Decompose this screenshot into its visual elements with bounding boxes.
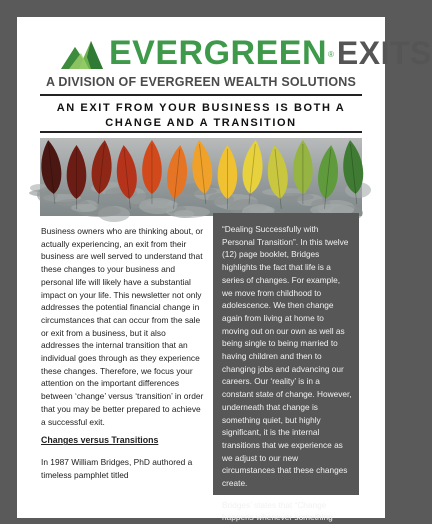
right-paragraph-1: “Dealing Successfully with Personal Transition”. In this twelve (12) page booklet, Bridges highlights the fact that life is a series of changes. For example, we move from childhood to adolescence. We then change again from living at home to moving out on our own as well as being single to being married to having children and then to changing jobs and advancing our careers. Our ‘reality’ is in a constant state of change. However, underneath that change is something quiet, but highly significant, it is the internal transitions that we experience as we adjust to our new circumstances that these changes create. xyxy=(222,224,352,489)
stone-texture xyxy=(139,198,177,214)
newsletter-page xyxy=(17,17,432,523)
intro-paragraph: Business owners who are thinking about, or actually experiencing, an exit from their business are well served to understand that these changes to your business and personal life will likely have a substantial impact on your life. This newsletter not only addresses the potential financial change in circumstances that can occur from the sale or exit from a business, but it also addresses the internal transition that an individual goes through as they experience these changes. Therefore, we focus your attention on the important differences between ‘change’ versus ‘transition’ in order that you may be better prepared to achieve a successful exit. xyxy=(41,226,204,427)
left-column xyxy=(41,225,204,481)
stone-texture xyxy=(71,204,97,212)
division-tagline: A DIVISION OF EVERGREEN WEALTH SOLUTIONS xyxy=(45,75,357,89)
headline-rule-top xyxy=(40,94,362,96)
stone-texture xyxy=(174,210,194,218)
logo xyxy=(59,31,432,75)
brand-suffix: EXITS xyxy=(336,35,432,71)
headline: AN EXIT FROM YOUR BUSINESS IS BOTH A CHANGE AND A TRANSITION xyxy=(56,102,346,129)
autumn-leaves-image xyxy=(40,138,362,216)
mountain-logo-icon xyxy=(59,35,105,71)
section-subheading: Changes versus Transitions xyxy=(41,435,159,446)
right-column-panel xyxy=(213,213,359,523)
left-paragraph-2: In 1987 William Bridges, PhD authored a timeless pamphlet titled xyxy=(41,456,193,480)
headline-rule-bottom xyxy=(40,131,362,133)
right-paragraph-2: Bridges’ states that “Change happens whenever something xyxy=(222,499,333,523)
registered-mark: ® xyxy=(328,49,334,59)
brand-name: EVERGREEN xyxy=(109,34,327,72)
